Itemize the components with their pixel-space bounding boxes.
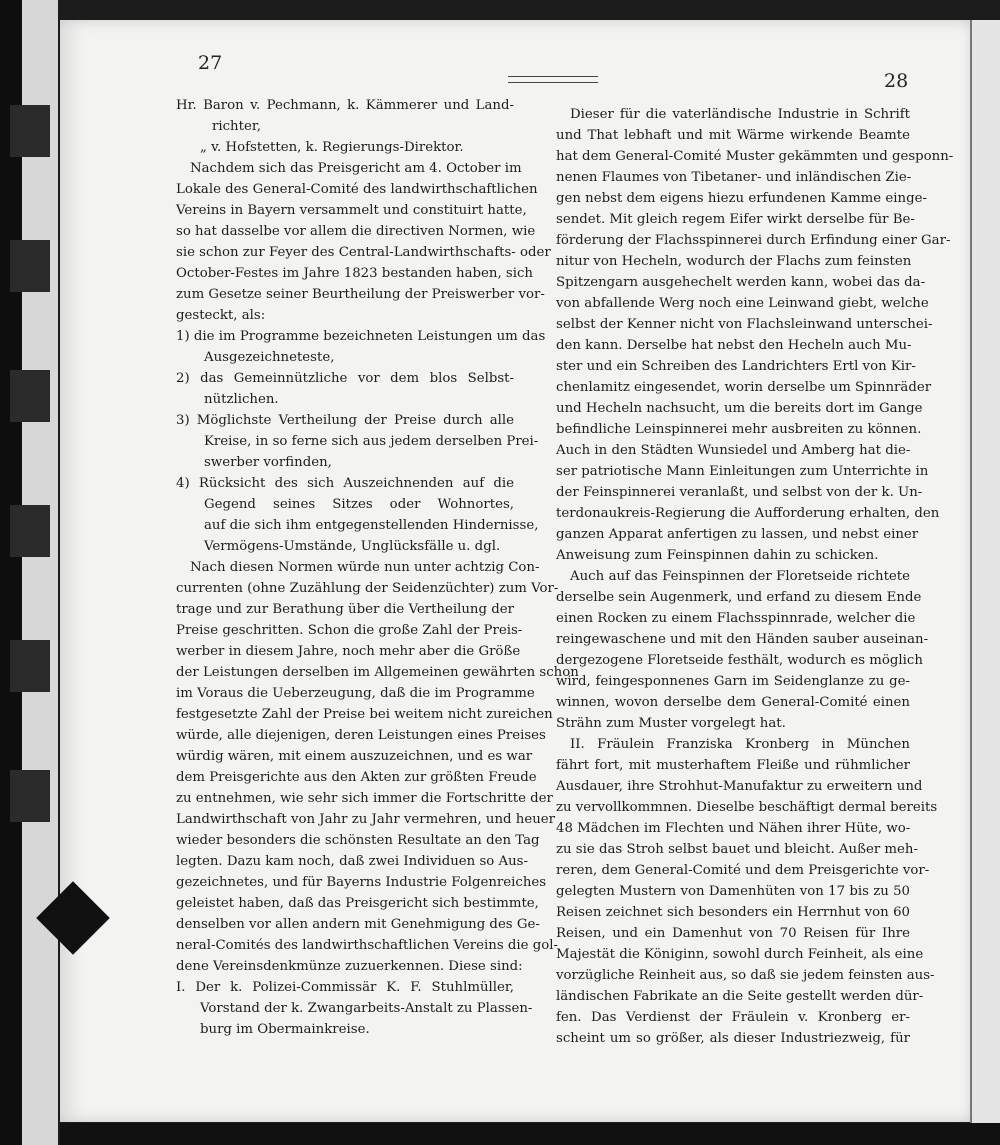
text-line: winnen, wovon derselbe dem General-Comité einen [556, 695, 910, 710]
text-line: Kreise, in so ferne sich aus jedem derselben Prei- [204, 434, 539, 449]
text-line: wieder besonders die schönsten Resultate an den Tag [176, 833, 540, 848]
text-line: zum Gesetze seiner Beurtheilung der Preiswerber vor- [176, 287, 545, 302]
text-line: II. Fräulein Franziska Kronberg in München [570, 737, 910, 752]
text-line: October-Festes im Jahre 1823 bestanden haben, sich [176, 266, 533, 281]
text-line: selbst der Kenner nicht von Flachsleinwand unterschei- [556, 317, 933, 332]
text-line: festgesetzte Zahl der Preise bei weitem nicht zureichen [176, 707, 553, 722]
binding-band [10, 640, 50, 692]
text-line: würde, alle diejenigen, deren Leistungen eines Preises [176, 728, 546, 743]
text-line: reingewaschene und mit den Händen sauber auseinan- [556, 632, 929, 647]
text-line: befindliche Leinspinnerei mehr ausbreiten zu können. [556, 422, 922, 437]
text-line: Auch in den Städten Wunsiedel und Amberg hat die- [556, 443, 911, 458]
text-column-left [176, 95, 579, 1040]
text-line: Ausgezeichneteste, [204, 350, 335, 365]
text-line: 4) Rücksicht des sich Auszeichnenden auf die [176, 476, 514, 491]
binding-band [10, 240, 50, 292]
text-line: chenlamitz eingesendet, worin derselbe um Spinnräder [556, 380, 932, 395]
text-line: der Feinspinnerei veranlaßt, und selbst von der k. Un- [556, 485, 923, 500]
text-line: und Hecheln nachsucht, um die bereits dort im Gange [556, 401, 923, 416]
text-line: Nachdem sich das Preisgericht am 4. October im [190, 161, 522, 176]
text-line: gelegten Mustern von Damenhüten von 17 bis zu 50 [556, 884, 910, 899]
text-line: gezeichnetes, und für Bayerns Industrie Folgenreiches [176, 875, 547, 890]
text-line: Preise geschritten. Schon die große Zahl der Preis- [176, 623, 523, 638]
text-line: werber in diesem Jahre, noch mehr aber die Größe [176, 644, 521, 659]
text-line: Hr. Baron v. Pechmann, k. Kämmerer und Land- [176, 98, 514, 113]
text-line: richter, [212, 119, 261, 134]
text-line: von abfallende Werg noch eine Leinwand giebt, welche [556, 296, 929, 311]
text-line: geleistet haben, daß das Preisgericht sich bestimmte, [176, 896, 539, 911]
page-number-left: 27 [198, 52, 223, 74]
text-line: ganzen Apparat anfertigen zu lassen, und nebst einer [556, 527, 919, 542]
text-line: neral-Comités des landwirthschaftlichen Vereins die gol- [176, 938, 559, 953]
text-line: „ v. Hofstetten, k. Regierungs-Direktor. [200, 140, 464, 155]
text-line: Spitzengarn ausgehechelt werden kann, wobei das da- [556, 275, 926, 290]
text-line: Nach diesen Normen würde nun unter achtzig Con- [190, 560, 540, 575]
text-line: Auch auf das Feinspinnen der Floretseide richtete [570, 569, 910, 584]
text-line: Reisen, und ein Damenhut von 70 Reisen für Ihre [556, 926, 910, 941]
text-line: auf die sich ihm entgegenstellenden Hindernisse, [204, 518, 539, 533]
text-line: Landwirthschaft von Jahr zu Jahr vermehren, und heuer [176, 812, 556, 827]
text-line: derselbe sein Augenmerk, und erfand zu diesem Ende [556, 590, 922, 605]
text-line: im Voraus die Ueberzeugung, daß die im Programme [176, 686, 535, 701]
text-line: Vorstand der k. Zwangarbeits-Anstalt zu Plassen- [200, 1001, 533, 1016]
text-line: zu vervollkommnen. Dieselbe beschäftigt dermal bereits [556, 800, 938, 815]
text-line: 3) Möglichste Vertheilung der Preise durch alle [176, 413, 514, 428]
binding-band [10, 770, 50, 822]
text-line: terdonaukreis-Regierung die Aufforderung erhalten, den [556, 506, 940, 521]
binding-band [10, 505, 50, 557]
text-line: Vereins in Bayern versammelt und constituirt hatte, [176, 203, 527, 218]
text-line: Lokale des General-Comité des landwirthschaftlichen [176, 182, 538, 197]
text-line: hat dem General-Comité Muster gekämmten und gesponn- [556, 149, 954, 164]
text-line: 1) die im Programme bezeichneten Leistungen um das [176, 329, 546, 344]
text-line: trage und zur Berathung über die Vertheilung der [176, 602, 514, 617]
text-line: scheint um so größer, als dieser Industriezweig, für [556, 1031, 910, 1046]
text-line: reren, dem General-Comité und dem Preisgerichte vor- [556, 863, 930, 878]
text-line: legten. Dazu kam noch, daß zwei Individuen so Aus- [176, 854, 529, 869]
text-line: zu entnehmen, wie sehr sich immer die Fortschritte der [176, 791, 553, 806]
text-line: gesteckt, als: [176, 308, 266, 323]
text-line: dem Preisgerichte aus den Akten zur größten Freude [176, 770, 537, 785]
scan-border-bottom [60, 1123, 1000, 1145]
text-line: dergezogene Floretseide festhält, wodurch es möglich [556, 653, 923, 668]
text-line: einen Rocken zu einem Flachsspinnrade, welcher die [556, 611, 916, 626]
text-line: würdig wären, mit einem auszuzeichnen, und es war [176, 749, 533, 764]
text-line: burg im Obermainkreise. [200, 1022, 370, 1037]
text-line: nenen Flaumes von Tibetaner- und inländischen Zie- [556, 170, 912, 185]
binding-band [10, 105, 50, 157]
text-line: Strähn zum Muster vorgelegt hat. [556, 716, 786, 731]
text-line: Anweisung zum Feinspinnen dahin zu schicken. [556, 548, 879, 563]
text-line: 48 Mädchen im Flechten und Nähen ihrer Hüte, wo- [556, 821, 911, 836]
header-rule [508, 82, 598, 83]
text-line: 2) das Gemeinnützliche vor dem blos Selbst- [176, 371, 514, 386]
text-line: gen nebst dem eigens hiezu erfundenen Kamme einge- [556, 191, 927, 206]
text-line: ländischen Fabrikate an die Seite gestellt werden dür- [556, 989, 924, 1004]
page-edge-right [970, 20, 1000, 1130]
text-line: Dieser für die vaterländische Industrie in Schrift [570, 107, 910, 122]
text-line: denselben vor allen andern mit Genehmigung des Ge- [176, 917, 540, 932]
header-rule [508, 76, 598, 77]
text-line: I. Der k. Polizei-Commissär K. F. Stuhlmüller, [176, 980, 514, 995]
text-column-right [556, 104, 954, 1049]
text-line: sendet. Mit gleich regem Eifer wirkt derselbe für Be- [556, 212, 915, 227]
text-line: currenten (ohne Zuzählung der Seidenzüchter) zum Vor- [176, 581, 559, 596]
text-line: nitur von Hecheln, wodurch der Flachs zum feinsten [556, 254, 912, 269]
text-line: so hat dasselbe vor allem die directiven Normen, wie [176, 224, 536, 239]
text-line: und That lebhaft und mit Wärme wirkende Beamte [556, 128, 910, 143]
text-line: swerber vorfinden, [204, 455, 332, 470]
text-line: wird, feingesponnenes Garn im Seidenglanze zu ge- [556, 674, 910, 689]
text-line: der Leistungen derselben im Allgemeinen gewährten schon [176, 665, 579, 680]
text-line: nützlichen. [204, 392, 279, 407]
text-line: zu sie das Stroh selbst bauet und bleicht. Außer meh- [556, 842, 918, 857]
text-line: dene Vereinsdenkmünze zuzuerkennen. Diese sind: [176, 959, 523, 974]
text-line: fährt fort, mit musterhaftem Fleiße und rühmlicher [556, 758, 910, 773]
text-line: Gegend seines Sitzes oder Wohnortes, [204, 497, 514, 512]
scan-border-left [0, 0, 22, 1145]
text-line: sie schon zur Feyer des Central-Landwirthschafts- oder [176, 245, 551, 260]
text-line: Majestät die Königinn, sowohl durch Feinheit, als eine [556, 947, 924, 962]
text-line: vorzügliche Reinheit aus, so daß sie jedem feinsten aus- [556, 968, 935, 983]
binding-band [10, 370, 50, 422]
text-line: ster und ein Schreiben des Landrichters Ertl von Kir- [556, 359, 916, 374]
text-line: ser patriotische Mann Einleitungen zum Unterrichte in [556, 464, 929, 479]
page-edges-stack [22, 0, 58, 1145]
text-line: fen. Das Verdienst der Fräulein v. Kronberg er- [556, 1010, 910, 1025]
page-number-right: 28 [884, 70, 909, 92]
text-line: Vermögens-Umstände, Unglücksfälle u. dgl. [204, 539, 501, 554]
text-line: förderung der Flachsspinnerei durch Erfindung einer Gar- [556, 233, 951, 248]
text-line: Ausdauer, ihre Strohhut-Manufaktur zu erweitern und [556, 779, 923, 794]
text-line: den kann. Derselbe hat nebst den Hecheln auch Mu- [556, 338, 912, 353]
text-line: Reisen zeichnet sich besonders ein Herrnhut von 60 [556, 905, 910, 920]
